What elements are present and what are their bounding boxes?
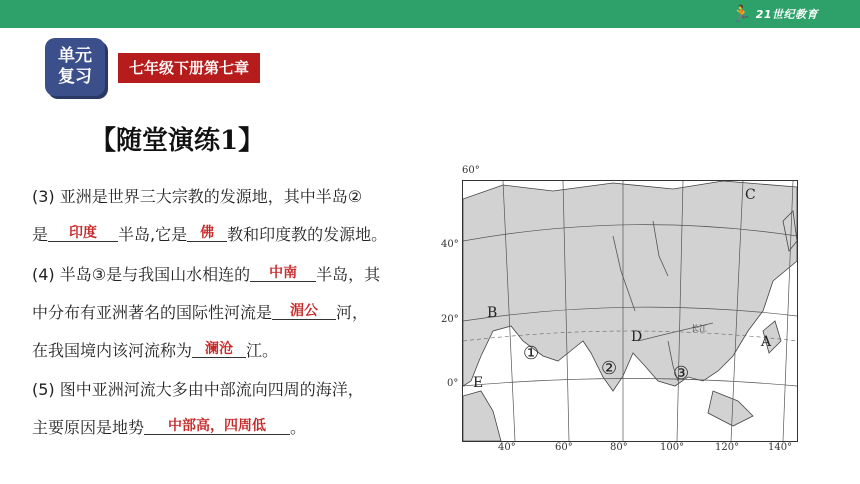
lat-label-40: 40° <box>441 239 459 250</box>
map-letter-a: A <box>761 334 772 350</box>
answer-blank: 印度 <box>48 222 118 242</box>
lon-label-40: 40° <box>498 442 516 453</box>
asia-map <box>462 180 798 442</box>
brand-text: 21世纪教育 <box>755 8 818 21</box>
q4-line3 <box>32 338 278 361</box>
answer-blank: 中南 <box>250 262 316 282</box>
lat-label-60: 60° <box>462 165 480 176</box>
river-label-changjiang: 长江 <box>691 324 707 333</box>
lon-label-100: 100° <box>660 442 685 453</box>
top-bar <box>0 0 860 28</box>
q3-line2 <box>32 222 387 245</box>
answer-blank: 中部高，四周低 <box>144 415 290 435</box>
q4-text-e: 在我国境内该河流称为 <box>32 341 193 360</box>
q4-line2 <box>32 300 368 323</box>
map-number-1: ① <box>523 343 540 364</box>
page-title: 【随堂演练1】 <box>90 126 265 156</box>
map-graphic <box>463 181 797 441</box>
q3-text-b: 半岛,它是 <box>118 225 188 244</box>
q5-line1: (5) 图中亚洲河流大多由中部流向四周的海洋， <box>32 380 364 399</box>
q4-text-b: 半岛，其 <box>316 265 381 284</box>
brand-logo <box>732 4 818 24</box>
q3-text-c: 教和印度教的发源地。 <box>227 225 388 244</box>
q5-text-a: 主要原因是地势 <box>32 418 145 437</box>
map-letter-e: E <box>473 375 484 391</box>
lat-label-0: 0° <box>447 378 459 389</box>
answer-blank: 佛 <box>187 222 227 242</box>
q3-line1: (3) 亚洲是世界三大宗教的发源地，其中半岛② <box>32 187 363 206</box>
badge-line1: 单元 <box>58 46 92 66</box>
q4-text-f: 江。 <box>246 341 279 360</box>
lat-label-20: 20° <box>441 314 459 325</box>
badge-line2: 复习 <box>58 67 92 87</box>
q4-text-d: 河， <box>336 303 369 322</box>
map-letter-c: C <box>745 187 756 203</box>
map-letter-d: D <box>631 329 643 345</box>
answer-blank: 湄公 <box>272 300 336 320</box>
answer-blank: 澜沧 <box>192 338 246 358</box>
lon-label-80: 80° <box>610 442 628 453</box>
map-number-2: ② <box>601 358 618 379</box>
q5-line2 <box>32 415 306 438</box>
map-letter-b: B <box>487 305 498 321</box>
lon-label-60: 60° <box>555 442 573 453</box>
map-number-3: ③ <box>673 363 690 384</box>
q5-text-b: 。 <box>290 418 307 437</box>
lon-label-140: 140° <box>768 442 793 453</box>
runner-icon: 🏃 <box>731 4 752 23</box>
q4-text-a: (4) 半岛③是与我国山水相连的 <box>32 265 251 284</box>
unit-review-badge <box>45 38 105 96</box>
chapter-label: 七年级下册第七章 <box>118 53 260 83</box>
q3-text-a: 是 <box>32 225 49 244</box>
q4-line1 <box>32 262 380 285</box>
lon-label-120: 120° <box>715 442 740 453</box>
q4-text-c: 中分布有亚洲著名的国际性河流是 <box>32 303 273 322</box>
